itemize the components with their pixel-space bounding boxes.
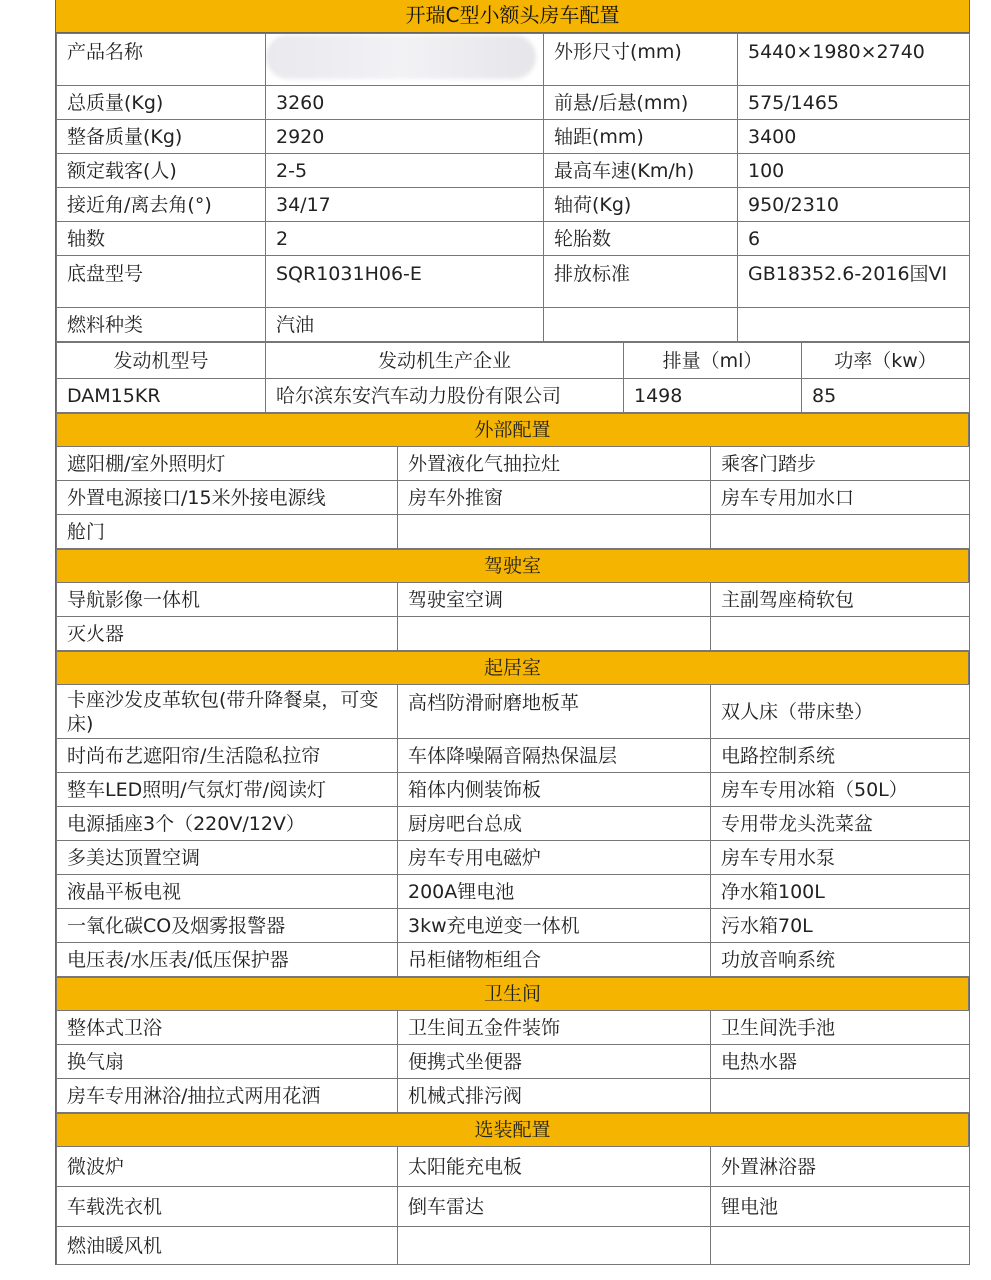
feature-item: 房车专用加水口: [711, 481, 970, 515]
total-mass-label: 总质量(Kg): [57, 86, 266, 120]
axles-value: 2: [266, 222, 544, 256]
feature-item: 锂电池: [711, 1187, 970, 1227]
feature-row: [57, 943, 970, 977]
tires-value: 6: [738, 222, 970, 256]
feature-item: 液晶平板电视: [57, 875, 398, 909]
engine-header-displacement: 排量（ml）: [624, 343, 802, 379]
feature-row: [57, 685, 970, 739]
feature-row: [57, 909, 970, 943]
empty-cell: [711, 1227, 970, 1265]
engine-header-model: 发动机型号: [57, 343, 266, 379]
wheelbase-value: 3400: [738, 120, 970, 154]
feature-item: 电热水器: [711, 1045, 970, 1079]
feature-item: 燃油暖风机: [57, 1227, 398, 1265]
feature-item: 双人床（带床垫）: [711, 685, 970, 739]
feature-item: 驾驶室空调: [398, 583, 711, 617]
feature-item: 房车专用电磁炉: [398, 841, 711, 875]
feature-item: 高档防滑耐磨地板革: [398, 685, 711, 739]
feature-item: 换气扇: [57, 1045, 398, 1079]
section-header: 选装配置: [56, 1113, 969, 1146]
emission-value: GB18352.6-2016国VI: [738, 256, 970, 308]
feature-item: 整车LED照明/气氛灯带/阅读灯: [57, 773, 398, 807]
feature-row: [57, 515, 970, 549]
chassis-value: SQR1031H06-E: [266, 256, 544, 308]
spec-row: [57, 120, 970, 154]
feature-item: 房车外推窗: [398, 481, 711, 515]
feature-item: 舱门: [57, 515, 398, 549]
feature-row: [57, 1227, 970, 1265]
feature-item: 功放音响系统: [711, 943, 970, 977]
feature-row: [57, 447, 970, 481]
empty-cell: [711, 515, 970, 549]
feature-row: [57, 583, 970, 617]
feature-item: 电源插座3个（220V/12V）: [57, 807, 398, 841]
feature-item: 200A锂电池: [398, 875, 711, 909]
feature-row: [57, 1187, 970, 1227]
dimensions-value: 5440×1980×2740: [738, 34, 970, 86]
spec-row: [57, 188, 970, 222]
feature-item: 电路控制系统: [711, 739, 970, 773]
section-table: [56, 1146, 970, 1265]
feature-item: 外置液化气抽拉灶: [398, 447, 711, 481]
section-table: [56, 446, 970, 549]
feature-row: [57, 1147, 970, 1187]
feature-item: 卫生间五金件装饰: [398, 1011, 711, 1045]
axles-label: 轴数: [57, 222, 266, 256]
angles-label: 接近角/离去角(°): [57, 188, 266, 222]
feature-item: 车载洗衣机: [57, 1187, 398, 1227]
spec-row: [57, 308, 970, 342]
emission-label: 排放标准: [544, 256, 738, 308]
engine-value-row: [57, 379, 970, 413]
curb-mass-label: 整备质量(Kg): [57, 120, 266, 154]
dimensions-label: 外形尺寸(mm): [544, 34, 738, 86]
feature-item: 一氧化碳CO及烟雾报警器: [57, 909, 398, 943]
sheet-title: 开瑞C型小额头房车配置: [56, 0, 969, 33]
product-name-value: [266, 34, 544, 86]
feature-item: 房车专用冰箱（50L）: [711, 773, 970, 807]
feature-item: 机械式排污阀: [398, 1079, 711, 1113]
config-sheet: [55, 0, 970, 1265]
axle-load-label: 轴荷(Kg): [544, 188, 738, 222]
axle-load-value: 950/2310: [738, 188, 970, 222]
chassis-label: 底盘型号: [57, 256, 266, 308]
feature-item: 电压表/水压表/低压保护器: [57, 943, 398, 977]
feature-item: 专用带龙头洗菜盆: [711, 807, 970, 841]
engine-power: 85: [802, 379, 970, 413]
max-speed-label: 最高车速(Km/h): [544, 154, 738, 188]
section-table: [56, 582, 970, 651]
feature-row: [57, 481, 970, 515]
config-sections: [56, 413, 969, 1265]
feature-item: 乘客门踏步: [711, 447, 970, 481]
engine-model: DAM15KR: [57, 379, 266, 413]
feature-row: [57, 1079, 970, 1113]
feature-item: 箱体内侧装饰板: [398, 773, 711, 807]
feature-item: 微波炉: [57, 1147, 398, 1187]
wheelbase-label: 轴距(mm): [544, 120, 738, 154]
spec-row: [57, 256, 970, 308]
angles-value: 34/17: [266, 188, 544, 222]
feature-item: 房车专用水泵: [711, 841, 970, 875]
total-mass-value: 3260: [266, 86, 544, 120]
section-header: 卫生间: [56, 977, 969, 1010]
section-header: 驾驶室: [56, 549, 969, 582]
engine-displacement: 1498: [624, 379, 802, 413]
section-header: 外部配置: [56, 413, 969, 446]
tires-label: 轮胎数: [544, 222, 738, 256]
feature-item: 主副驾座椅软包: [711, 583, 970, 617]
feature-item: 便携式坐便器: [398, 1045, 711, 1079]
feature-item: 卡座沙发皮革软包(带升降餐桌，可变床): [57, 685, 398, 739]
empty-cell: [711, 617, 970, 651]
feature-row: [57, 739, 970, 773]
section-table: [56, 1010, 970, 1113]
engine-header-row: [57, 343, 970, 379]
feature-item: 3kw充电逆变一体机: [398, 909, 711, 943]
engine-table: [56, 342, 970, 413]
overhang-label: 前悬/后悬(mm): [544, 86, 738, 120]
empty-cell: [398, 1227, 711, 1265]
feature-row: [57, 1011, 970, 1045]
empty-cell: [711, 1079, 970, 1113]
empty-cell: [544, 308, 738, 342]
engine-maker: 哈尔滨东安汽车动力股份有限公司: [266, 379, 624, 413]
feature-row: [57, 617, 970, 651]
feature-item: 遮阳棚/室外照明灯: [57, 447, 398, 481]
feature-item: 车体降噪隔音隔热保温层: [398, 739, 711, 773]
feature-item: 灭火器: [57, 617, 398, 651]
feature-item: 太阳能充电板: [398, 1147, 711, 1187]
specs-table: [56, 33, 970, 342]
redacted-blur: [266, 35, 536, 79]
passengers-label: 额定载客(人): [57, 154, 266, 188]
feature-item: 房车专用淋浴/抽拉式两用花洒: [57, 1079, 398, 1113]
feature-item: 多美达顶置空调: [57, 841, 398, 875]
fuel-label: 燃料种类: [57, 308, 266, 342]
feature-item: 整体式卫浴: [57, 1011, 398, 1045]
feature-item: 污水箱70L: [711, 909, 970, 943]
feature-item: 卫生间洗手池: [711, 1011, 970, 1045]
feature-row: [57, 841, 970, 875]
feature-item: 倒车雷达: [398, 1187, 711, 1227]
feature-item: 厨房吧台总成: [398, 807, 711, 841]
section-header: 起居室: [56, 651, 969, 684]
passengers-value: 2-5: [266, 154, 544, 188]
max-speed-value: 100: [738, 154, 970, 188]
feature-item: 吊柜储物柜组合: [398, 943, 711, 977]
feature-item: 外置电源接口/15米外接电源线: [57, 481, 398, 515]
empty-cell: [398, 515, 711, 549]
engine-header-maker: 发动机生产企业: [266, 343, 624, 379]
spec-row: [57, 86, 970, 120]
engine-header-power: 功率（kw）: [802, 343, 970, 379]
spec-row: [57, 222, 970, 256]
feature-row: [57, 773, 970, 807]
empty-cell: [738, 308, 970, 342]
product-name-label: 产品名称: [57, 34, 266, 86]
feature-item: 外置淋浴器: [711, 1147, 970, 1187]
empty-cell: [398, 617, 711, 651]
spec-row: [57, 34, 970, 86]
feature-row: [57, 1045, 970, 1079]
spec-row: [57, 154, 970, 188]
feature-item: 净水箱100L: [711, 875, 970, 909]
feature-row: [57, 875, 970, 909]
overhang-value: 575/1465: [738, 86, 970, 120]
feature-row: [57, 807, 970, 841]
section-table: [56, 684, 970, 977]
feature-item: 导航影像一体机: [57, 583, 398, 617]
curb-mass-value: 2920: [266, 120, 544, 154]
feature-item: 时尚布艺遮阳帘/生活隐私拉帘: [57, 739, 398, 773]
fuel-value: 汽油: [266, 308, 544, 342]
